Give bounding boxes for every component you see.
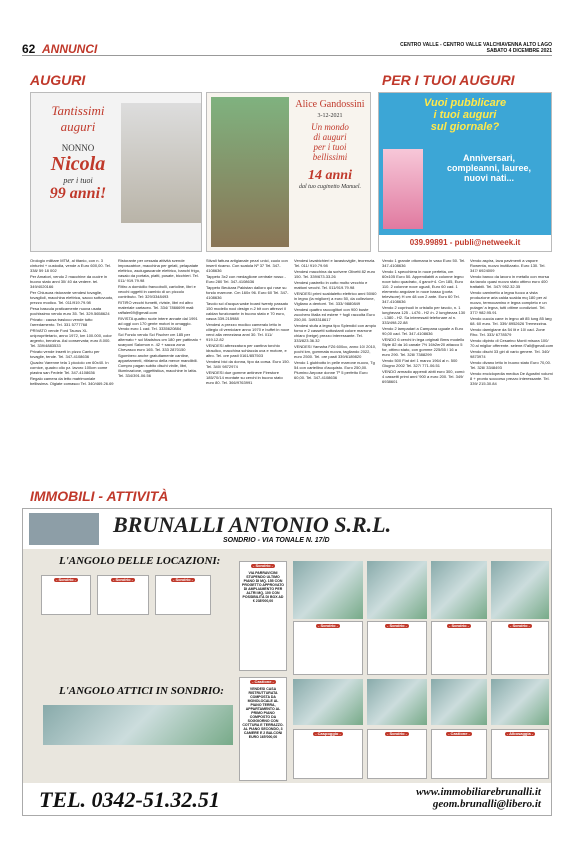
listing-box: - Sondrio -	[367, 729, 427, 779]
classified-ad: Privato vende inserti in pizzo Cantu per tovaglie, tende. Tel. 347-4108636	[30, 349, 100, 359]
listing-box: - Sondrio -	[97, 575, 149, 615]
classified-ad: Ritiro a domicilio francobolli, cartoline, libri e vecchi oggetti in cambio di un piccolo contributo. Tel: 329/3348493	[118, 284, 196, 299]
auguri-card-nicola	[30, 92, 202, 252]
card2-line2: di auguri	[313, 132, 347, 142]
listing-box: - Sondrio -	[431, 621, 487, 675]
angolo-attici: L'ANGOLO ATTICI IN SONDRIO:	[59, 685, 224, 697]
card2-line4: bellissimi	[312, 152, 348, 162]
property-photo	[431, 679, 487, 725]
per-i-tuoi-auguri-title: PER I TUOI AUGURI	[382, 72, 515, 88]
property-photo	[367, 561, 427, 619]
classified-ad: Vendo cuccia cane in legno alt 85 lung 85 larg 68. 60 euro. Tel. 339/ 8952626 Tremezzina.	[470, 316, 552, 326]
agency-contacts	[416, 786, 541, 810]
property-photo	[293, 561, 363, 619]
classified-ad: Quadro Varenne tela 1 picciolo cm 60x40. In cornice, quadro olio pz. lavoro 100cm come piastra san Fedele Tel. 347-4108636	[30, 360, 109, 375]
classified-ad: Vendesi pastrello in cotto molto vecchio e mattoni vecchi. Tel. 011/919.79.98	[294, 280, 368, 290]
listing-box: - Caspoggio -	[293, 729, 363, 779]
classified-ad: VENDESI Yamaha FZ6 600cc, anno 10/ 2010, pochi km, gommata nuova, tagliando 2022, euro 2500. Tel. ore pasti 339/6189820	[294, 344, 377, 359]
agency-address: SONDRIO - VIA TONALE N. 17/D	[223, 537, 330, 544]
card2-line3: per i tuoi	[313, 142, 347, 152]
classified-ad: Vendesi macchina da scrivere Olivetti 82 euro 150. Tel. 339/673.33.26	[294, 269, 376, 279]
property-photo	[431, 561, 487, 619]
agency-name: BRUNALLI ANTONIO S.R.L.	[113, 512, 392, 537]
grandpa-photo	[121, 103, 201, 223]
classified-ad: Tappeto Beukara Pakistan dalloro qui rose su fondo marrone. Cm 160x 96. Euro 60 Tel. 347-4108636	[206, 285, 289, 300]
classified-ad: RIVISTA quattro ruote intere annate dal 1991 ad oggi con 170 gente motori in omaggio. Vendo euro 1 cad. Tel. 3335620884	[118, 316, 198, 331]
classified-ad: Regalo camera da letto matrimoniale bellissima. Oigiate comasco Tel. 340/469.26.69	[30, 376, 114, 386]
attic-photo	[43, 705, 233, 745]
listing-box: - Sondrio -	[491, 621, 549, 675]
listing-box: - Albosaggia -	[491, 729, 549, 779]
card1-line1: Tantissimi	[51, 103, 105, 118]
publication-date: SABATO 4 DICEMBRE 2021	[486, 48, 552, 54]
classified-ad: Vendo 2 lampadari a Campana uguale a Euro 90,00 cad. Tel. 347-4108636	[382, 326, 464, 336]
classifieds-col-2	[118, 258, 202, 458]
agency-phone: TEL. 0342-51.32.51	[39, 787, 220, 812]
featured-listing-top: - Sondrio - VIA PARRAVICINI STUPENDO ULTIMO PIANO DI MQ. 155 CON PROGETTO APPROVATO DI AMPLIAMENTO PER ALTRI MQ. 100 CON POSSIBILITÀ DI BOX AD € 238'000,00	[239, 561, 287, 671]
classified-ad: Vendo 1 specchiera in noce perfetta, cm 60x105 Euro 50. Appendiabiti a colonne legno noce tubo quadrato, 4 ganci+4. Cm 185, Euro 110. 2 colonne noce uguali, Euro 60 cad. 1 elemento angolare in noce basso (porta televisore) H cm 48 con 2 ante. Euro 60 Tel. 347-4108636	[382, 269, 464, 304]
card2-age: 14 anni	[308, 168, 352, 183]
classified-ad: Per Amatori, vendo 2 macchine da cucire in buono stato anni 30/ 40 da vedere. tel. 349/4020166	[30, 274, 108, 289]
classified-ad: Vendo caminetto a legna fuoco a vista produzione aria calda scalda mq 180 per al nuovo, termocamino e legna completo e un putage/ a legna, tutti ottime condizioni. Tel. 377/ 982.95.91	[470, 290, 547, 315]
classified-ad: VENDO armadio appendi abiti euro 300, comò 4 cassetti primi anni '900 a euro 200. Tel. 349/ 6938601	[382, 369, 465, 384]
classified-ad: Vendo banco da lavoro in metallo con morsa da tavolo quasi nuovo stato ottimo euro 400 trattabili. Tel. 347/ 952.32.35	[470, 274, 549, 289]
card1-per-i-tuoi: per i tuoi	[63, 176, 93, 185]
classified-ad: Vendo enciclopedia medica De Agostini volumi 8 + pronto soccorso prezzo interessante. Tel. 339/ 215.30.84	[470, 371, 553, 386]
agency-website[interactable]: www.immobiliarebrunalli.it	[416, 786, 541, 798]
card1-age: 99 anni!	[49, 185, 107, 202]
brunalli-ad	[22, 508, 552, 816]
page-header	[22, 42, 552, 56]
classified-ad: VENDO 6 cerchi in lega originali Bmw modello Style 82 da 16 canale 7½ 16h2er20 attacco 5 for, ottimo stato, con gomme 225/55 / 16 a euro 290. Tel. 328/ 7388299	[382, 337, 465, 357]
classified-ad: Vendo dischi 33 giri di vario genere. Tel. 340/ 9873974	[470, 349, 550, 359]
card2-from: dal tuo cuginetto Manuel.	[299, 184, 361, 190]
classified-ad: Vendo damigiane da 54 lit e 10/ cad. Zone Rho. Tel. 333/ 6778579	[470, 327, 545, 337]
publication-info	[400, 42, 552, 54]
page-number: 62	[22, 42, 36, 56]
listing-box: - Castione -	[431, 729, 487, 779]
classified-ad: Stivali fattura artigianale pezzi unici, cuoio con inserti ricamo. Con scatola Nº 37 Tel. 347-4108636	[206, 258, 288, 273]
classified-ad: RITIRO vecchi fumetti, riviste, libri ed altro materiale cartaceo. Tel. 334/ 7866699 mail: raffaler69@gmail.com	[118, 300, 195, 315]
card1-nonno: NONNO	[61, 143, 95, 153]
agency-logo	[29, 513, 99, 545]
classified-ad: Per Chiusura ristorante vendesi tovaglie, tovaglioli, macchina elettrica, sacco sottovuoto, prezzo modico. Tel. 011/919.79.98	[30, 290, 114, 305]
classified-ad: Vendesi bici da donna, tipo da corsa. Euro 150. Tel. 340/ 9872974	[206, 359, 290, 369]
promo-line5: compleanni, lauree,	[446, 163, 532, 173]
card1-name: Nicola	[50, 153, 106, 175]
promo-line6: nuovi nati...	[463, 173, 514, 183]
listing-box: - Sondrio -	[155, 575, 211, 615]
classified-ad: Vendo 2 copriruoli in cristallo per tavolo, n. 1 lunghezza 125 - L476 - H2 /n. 2 lunghezza 130 - L380 - H2. Sa interessati telefonare al n. 333/498.22.88	[382, 305, 466, 325]
promo-line2: i tuoi auguri	[433, 109, 497, 121]
classified-ad: Privato : causa trasloco vende tutto l'arredamento. Tel. 331 5777768	[30, 317, 93, 327]
classifieds-col-1	[30, 258, 114, 458]
classified-ad: Vendo aspira, lava pavimenti a vapore Rowenta, nuovo inutilizzato. Euro 130. Tel. 347/ 6924009	[470, 258, 546, 273]
alice-photo	[211, 97, 289, 247]
classified-ad: Sci Fondo vendo Sci Fischer cm 185 per alternato + sci Madshus cm 180 per pattinato + scarponi Salomon n. 42 + sacca zona Chevasco euro 165. Tel. 333 2870150	[118, 332, 202, 352]
classified-ad: PRIVATO vende Ford Taurus XL unipropritetario, anno 1972, km 100.000, color argento, benzina. Asi conservata; euro 8.000. Tel. 339/4883533	[30, 328, 112, 348]
promo-line1: Vuoi pubblicare	[423, 97, 507, 109]
classified-ad: Vendo divano letto in buono stato Euro 70,00. Tel. 328/ 3348493	[470, 360, 551, 370]
classifieds-col-6	[470, 258, 554, 458]
auguri-card-alice	[206, 92, 371, 252]
classified-ad: Vendesi lavabichieri e lavastoviglie, teorenzia. Tel. 011/ 919.79.98	[294, 258, 376, 268]
cupcake-photo	[383, 149, 423, 229]
classified-ad: Sgombero anche gratuitamente cantine, appartamenti, ritiriamo della merce mandibili. Compro pagan subito dischi vinile, libri, illuminazione, oggettistica, macchine in latta. Tel. 334/391.06.56	[118, 353, 198, 378]
agency-email[interactable]: geom.brunalli@libero.it	[432, 798, 541, 810]
angolo-locazioni: L'ANGOLO DELLE LOCAZIONI:	[59, 555, 221, 567]
property-photo	[367, 679, 427, 725]
classified-ad: Vendo 1 grande ottomana in vaso Euro 50. Tel. 347-4108636	[382, 258, 466, 268]
publication-name: CENTRO VALLE - CENTRO VALLE VALCHIAVENNA ALTO LAGO	[400, 42, 552, 48]
classifieds-col-3	[206, 258, 290, 458]
classified-ad: Vendo dipinto di Cesarino Monti misura 100/ 70 al miglior offerente. selene.f7all@gmail.com	[470, 338, 554, 348]
classifieds-col-5	[382, 258, 466, 458]
agency-footer	[23, 783, 551, 816]
featured-listing-bottom: - Castione - VENDESI CASA RISTRUTTURATA COMPOSTA DA MONOLOCALE AL PIANO TERRA, APPARTAMENTO AL PRIMO PIANO COMPOSTO DA SOGGIORNO CON COTTURA E TERRAZZO. AL PIANO SECONDO, 3 CAMERE E 2 BALCONI EURO 165'000,00	[239, 677, 287, 781]
listing-box: - Sondrio -	[367, 621, 427, 675]
classified-ad: Vendesi quattro raccoglitori con 900 buste zucchero litalia ed estere + fogli raccolta Euro 250,00. 3493318617	[294, 307, 375, 322]
promo-line3: sul giornale?	[430, 121, 500, 133]
listing-box: - Sondrio -	[293, 621, 363, 675]
property-photo	[491, 679, 549, 725]
immobili-title: IMMOBILI - ATTIVITÀ	[30, 488, 169, 504]
listing-box: - Sondrio -	[41, 575, 91, 615]
classified-ad: Vendesi a prezzo modico cameralo letto in ciliegio di verniciare anno 1970 e buffet in noce verci alla veneziana anni 30. Tel. 011/ 919.12.82	[206, 322, 290, 342]
auguri-title: AUGURI	[30, 72, 86, 88]
card2-date: 3-12-2021	[317, 113, 343, 119]
classified-ad: VENDESI due gomme antineve Firestore 185/70/14 montate su cerchi in buono stato euro 80. Tel. 366/9763991	[206, 370, 283, 385]
card2-line1: Un mondo	[311, 122, 349, 132]
promo-contact: 039.99891 - publi@netweek.it	[379, 235, 551, 251]
classifieds-col-4	[294, 258, 378, 458]
promo-line4: Anniversari,	[462, 153, 516, 163]
section-title: ANNUNCI	[42, 42, 98, 56]
classified-ad: Tavolo sci d'acqua wake board twenty passato 150 modello noci design n.2 bit con attrezzi il caldan funzionante in buono stato e 70 euro, vasca 339.215988	[206, 301, 289, 321]
classified-ad: VENDESI attrezzatura per cantina torchio idraulico, macchina schiaccia uva e motore, e altro. Tel. ore pasti 0161/857503	[206, 343, 287, 358]
classified-ad: Pesa bascula praticamente nuova usata pochissimo vendo euro 35. Tel. 329.5658624	[30, 306, 110, 316]
classified-ad: Vendesi stufa a legna tipo Splendid con ampio forno e 2 cassetti sottostanti colore marrone chiaro (beige) prezzo interessante. Tel. 333/823.36.32	[294, 323, 377, 343]
card2-name: Alice Gandossini	[295, 99, 365, 110]
classified-ad: Tappeto 3x2 con medaglione centrale rosso - Euro 280 Tel. 347-4108636	[206, 274, 286, 284]
classified-ad: Vendo 1 giubbotto in pelle marrone nuovo, Tg 54 con cartellino d'acquisto. Euro 250,00. Piumino Aepose donne Tº 5 perfetto Euro 60,00. Tel. 347-4108636	[294, 360, 375, 380]
property-photo	[491, 561, 549, 619]
card1-line2: auguri	[60, 119, 96, 134]
classified-ad: Ristorante per cessata attività svende imposcatrice, macchina per gelati, pelapatate elettrico, asciugascarole elettrico, banchi frigo, vasaio da portata, piatti, posate, bicchieri. Tel. 011/ 919.79.98	[118, 258, 201, 283]
classified-ad: VENDESI primi scaldaletto elettrico anni 50/60 in legno (la migliore) a euro 50, da collezione, Vigliano a dentorri. Tel. 333/ 9880849	[294, 291, 377, 306]
promo-box	[378, 92, 552, 252]
classified-ad: Vendo 500 Fiat del 1 marzo 1964 al n. 500 Giugno 2002 Tel. 327/ 771.06.51	[382, 358, 458, 368]
property-photo	[293, 679, 363, 725]
classified-ad: Orologio militare MTM, al titanio, con n. 3 cinturini + custodia, vende a Euro 600,00. Tel. 338/ 59 18 002	[30, 258, 111, 273]
